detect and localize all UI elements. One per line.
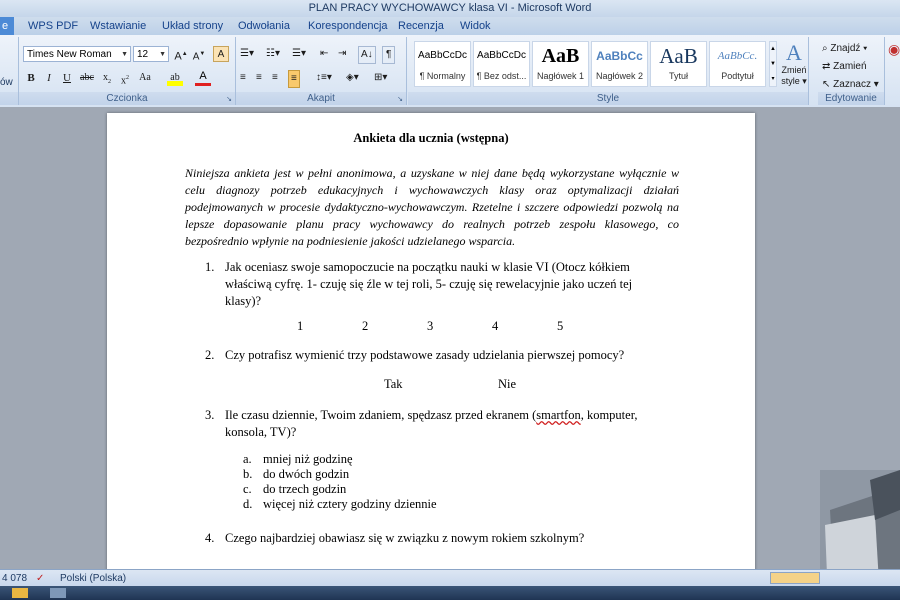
clear-formatting-icon[interactable]: A [213, 46, 229, 62]
style-subtitle[interactable] [709, 41, 766, 87]
styles-group [408, 37, 809, 105]
option-a-letter: a. [243, 452, 252, 466]
question-2-text: Czy potrafisz wymienić trzy podstawowe zasady udzielania pierwszej pomocy? [225, 348, 625, 362]
answer-no: Nie [498, 377, 517, 391]
paragraph-group [236, 37, 407, 105]
language-label[interactable]: Polski (Polska) [60, 573, 127, 584]
align-center-icon[interactable]: ≡ [256, 72, 262, 83]
find-button[interactable]: ⌕ Znajdź ▾ [822, 43, 868, 54]
option-a-text: mniej niż godzinę [263, 452, 353, 466]
spelling-error[interactable]: smartfon [536, 408, 581, 422]
paragraph-group-label: Akapit [236, 92, 406, 105]
option-c-letter: c. [243, 482, 252, 496]
acrobat-icon[interactable]: ◉ [888, 41, 900, 57]
shading-icon[interactable]: ◈▾ [346, 72, 359, 83]
proofing-icon[interactable]: ✓ [36, 573, 45, 584]
option-b-letter: b. [243, 467, 253, 481]
sort-icon[interactable]: A↓ [358, 46, 376, 64]
option-d-text: więcej niż cztery godziny dziennie [263, 497, 437, 511]
tab-review[interactable]: Recenzja [398, 20, 444, 32]
pilcrow-icon[interactable]: ¶ [382, 46, 395, 64]
style-title-name: Tytuł [668, 71, 688, 81]
style-subtitle-sample: AaBbCc. [717, 50, 758, 62]
style-normal-name: ¶ Normalny [419, 71, 466, 81]
folder-icon[interactable] [12, 588, 28, 598]
style-title[interactable] [650, 41, 707, 87]
bullets-icon[interactable]: ☰▾ [240, 48, 254, 59]
window-title: PLAN PRACY WYCHOWAWCY klasa VI - Microsoft Word [308, 2, 592, 14]
question-4-number: 4. [205, 531, 215, 545]
select-label: Zaznacz [833, 79, 871, 90]
scale-value-1: 1 [297, 319, 304, 333]
question-4-text: Czego najbardziej obawiasz się w związku z nowym rokiem szkolnym? [225, 531, 585, 545]
font-name-value: Times New Roman [27, 49, 112, 60]
scale-value-3: 3 [427, 319, 434, 333]
decrease-indent-icon[interactable]: ⇤ [320, 48, 329, 59]
subscript-icon[interactable]: $x_2$ [103, 72, 111, 85]
tab-mailings[interactable]: Korespondencja [308, 20, 388, 32]
replace-button[interactable] [822, 59, 867, 75]
scale-value-4: 4 [492, 319, 499, 333]
style-normal[interactable] [414, 41, 471, 87]
chevron-down-icon: ▼ [121, 51, 128, 58]
answer-yes: Tak [384, 377, 403, 391]
editing-group [818, 37, 885, 105]
clipboard-group [0, 37, 19, 105]
title-bar [0, 0, 900, 17]
tab-wps-pdf[interactable]: WPS PDF [28, 20, 79, 32]
justify-icon[interactable]: ≡ [288, 70, 300, 88]
extra-group [886, 37, 900, 105]
dialog-launcher-icon[interactable]: ↘ [397, 96, 403, 103]
style-no-spacing[interactable] [473, 41, 530, 87]
style-no-spacing-sample: AaBbCcDc [477, 50, 526, 61]
style-heading-2-sample: AaBbCc [596, 49, 643, 63]
font-size-combo[interactable] [133, 46, 169, 62]
highlight-icon[interactable]: ab [167, 70, 183, 86]
shrink-font-icon[interactable]: A▼ [192, 51, 206, 63]
ribbon [0, 35, 900, 108]
change-styles-button[interactable] [780, 41, 808, 87]
tab-insert[interactable]: Wstawianie [90, 20, 147, 32]
grow-font-icon[interactable]: A▲ [174, 50, 188, 63]
intro-paragraph: Niniejsza ankieta jest w pełni anonimowa, a uzyskane w niej dane będą wykorzystane wyłącznie w celu diagnozy potrzeb edukacyjnych i wychowawczych klasy oraz optymalizacji działań podejmowanych w procesie dydaktyczno-wychowawczym. Rzetelne i szczere odpowiedzi pozwolą na lepsze dopasowanie planu pracy wychowawcy do realnych potrzeb zespołu klasowego, co bezpośrednio wpłynie na podniesienie jakości udzielanego wsparcia. [185, 166, 679, 248]
dialog-launcher-icon[interactable]: ↘ [226, 96, 232, 103]
style-normal-sample: AaBbCcDc [418, 50, 467, 61]
replace-label: Zamień [833, 61, 867, 72]
app-icon[interactable] [50, 588, 66, 598]
change-styles-label: Zmień [781, 65, 807, 75]
italic-icon[interactable]: I [47, 72, 51, 84]
document-title: Ankieta dla ucznia (wstępna) [353, 131, 509, 145]
change-styles-label-2: style ▾ [781, 76, 807, 86]
style-heading-2-name: Nagłówek 2 [595, 71, 644, 81]
styles-group-label: Style [408, 92, 808, 105]
replace-icon: ⇄ [822, 61, 831, 72]
scale-value-5: 5 [557, 319, 564, 333]
word-count[interactable]: 4 078 [2, 573, 28, 584]
increase-indent-icon[interactable]: ⇥ [338, 48, 347, 59]
font-group [19, 37, 236, 105]
binoculars-icon: ⌕ [822, 43, 828, 54]
tab-page-layout[interactable]: Układ strony [162, 20, 224, 32]
editing-group-label: Edytowanie [818, 92, 884, 105]
bold-icon[interactable]: B [27, 72, 35, 84]
line-spacing-icon[interactable]: ↕≡▾ [316, 72, 332, 83]
scale-value-2: 2 [362, 319, 369, 333]
style-subtitle-name: Podtytuł [721, 71, 754, 81]
style-title-sample: AaB [659, 44, 698, 68]
strikethrough-icon[interactable]: abc [80, 72, 94, 83]
align-left-icon[interactable]: ≡ [240, 72, 246, 83]
chevron-down-icon: ▼ [159, 51, 166, 58]
underline-icon[interactable]: U [63, 72, 71, 84]
option-d-letter: d. [243, 497, 253, 511]
multilevel-list-icon[interactable]: ☰▾ [292, 48, 306, 59]
find-label: Znajdź [830, 43, 861, 54]
question-3-number: 3. [205, 408, 215, 422]
tab-references[interactable]: Odwołania [238, 20, 290, 32]
question-1-text: Jak oceniasz swoje samopoczucie na początku nauki w klasie VI (Otocz kółkiem właściwą cyfrę. 1- czuję się źle w tej roli, 5- czuję się rewelacyjnie jako uczeń tej klasy)? [225, 260, 633, 308]
font-name-combo[interactable] [23, 46, 131, 62]
question-2-number: 2. [205, 348, 215, 362]
clipboard-group-label [0, 92, 18, 105]
align-right-icon[interactable]: ≡ [272, 72, 278, 83]
document-page[interactable] [107, 113, 755, 583]
style-heading-2[interactable] [591, 41, 648, 87]
style-heading-1-sample: AaB [541, 45, 580, 67]
numbering-icon[interactable]: ☷▾ [266, 48, 280, 59]
change-case-icon[interactable]: Aa [139, 72, 151, 83]
option-b-text: do dwóch godzin [263, 467, 350, 481]
status-bar [0, 569, 900, 587]
taskbar [0, 586, 900, 600]
select-button[interactable]: ↖ Zaznacz ▾ [822, 79, 879, 90]
style-heading-1[interactable] [532, 41, 589, 87]
style-heading-1-name: Nagłówek 1 [536, 71, 585, 81]
view-buttons[interactable] [770, 572, 820, 584]
font-size-value: 12 [137, 49, 149, 60]
borders-icon[interactable]: ⊞▾ [374, 72, 388, 83]
cursor-icon: ↖ [822, 79, 831, 90]
font-group-label: Czcionka [19, 92, 235, 105]
question-3-text: Ile czasu dziennie, Twoim zdaniem, spędzasz przed ekranem (smartfon, komputer, konsola, TV)? [225, 408, 638, 439]
tab-view[interactable]: Widok [460, 20, 491, 32]
option-c-text: do trzech godzin [263, 482, 347, 496]
ribbon-tabs [0, 17, 900, 35]
question-1-number: 1. [205, 260, 215, 274]
tab-home[interactable]: e [0, 17, 14, 35]
font-color-icon[interactable]: A [195, 70, 211, 86]
change-styles-icon: A [786, 40, 802, 65]
superscript-icon[interactable]: $x^2$ [121, 75, 129, 87]
styles-scroll[interactable]: ▲ ▼ ▾ [769, 41, 777, 87]
clipboard-label-fragment: ów [0, 77, 13, 88]
style-no-spacing-name: ¶ Bez odst... [476, 71, 527, 81]
